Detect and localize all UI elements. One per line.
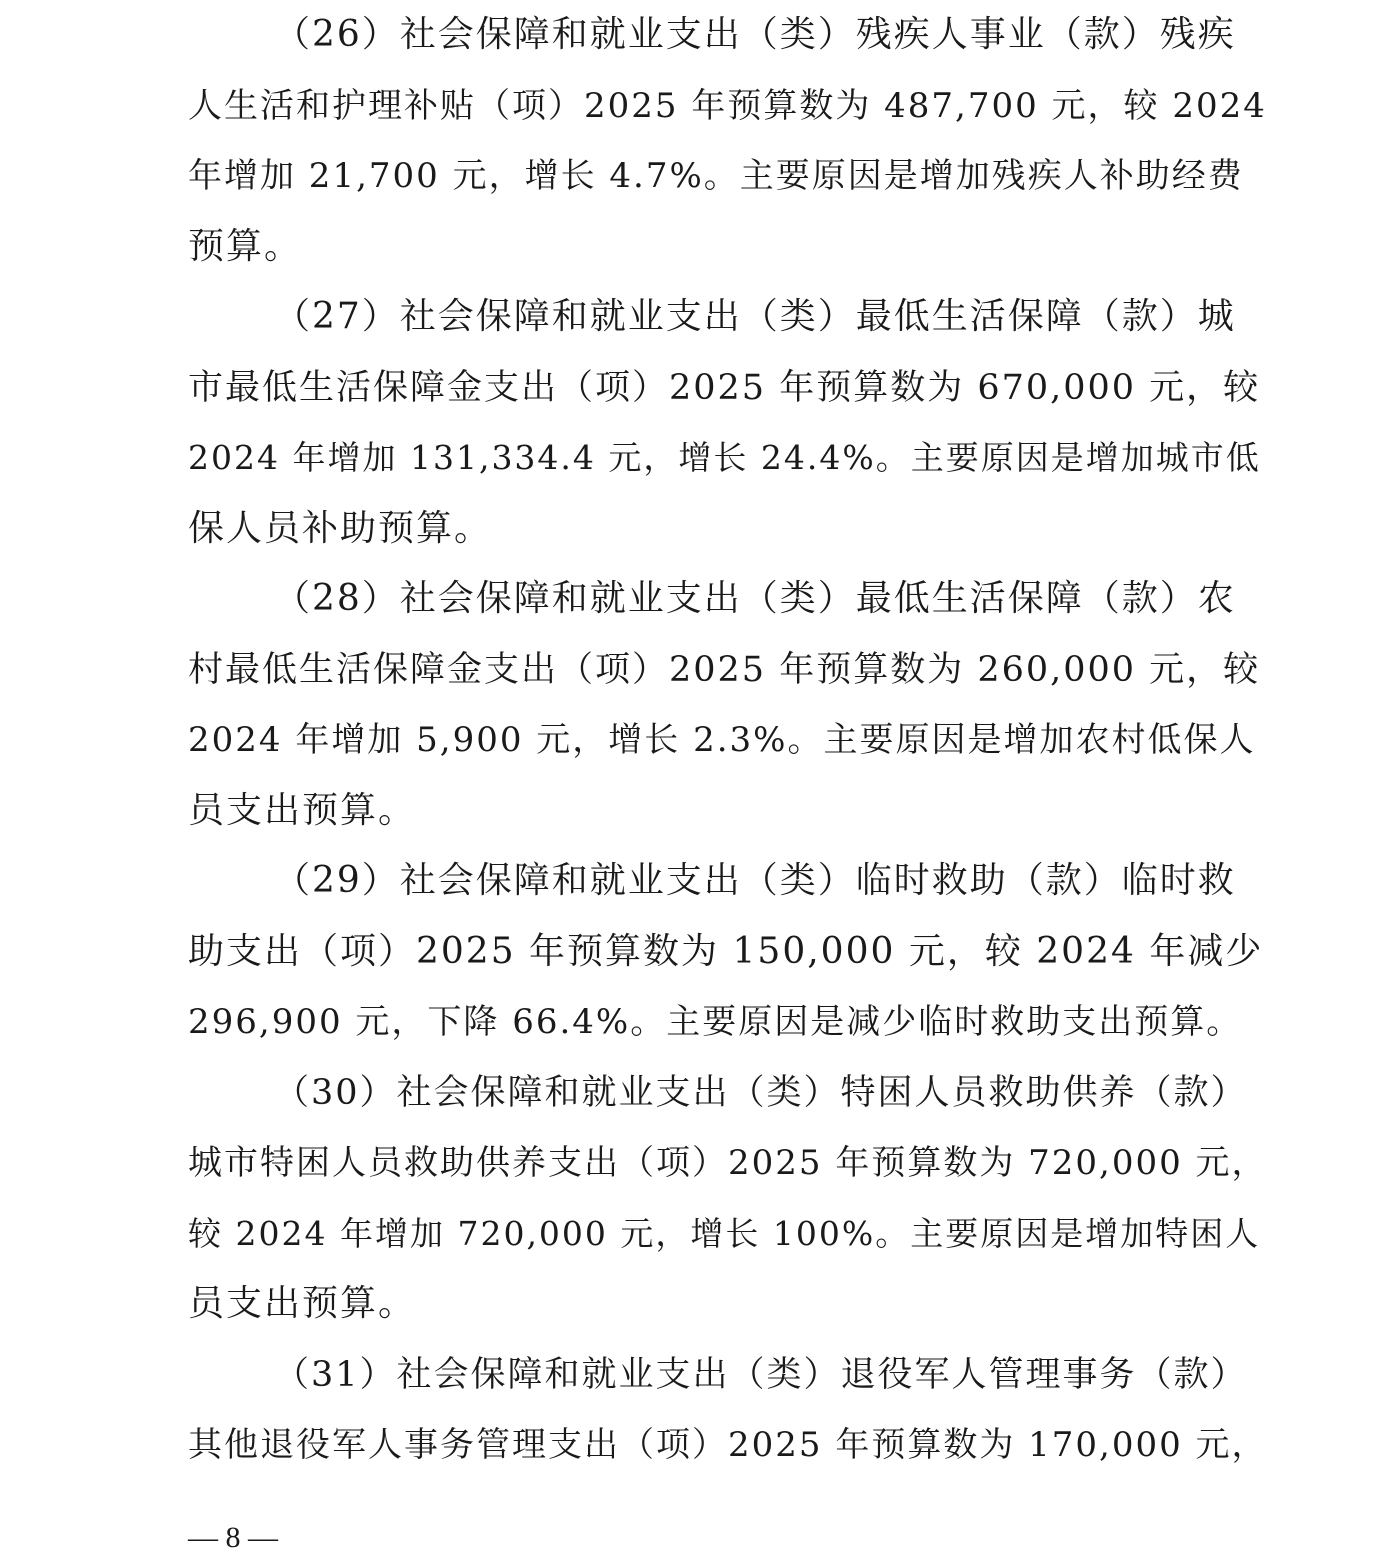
- text-line: 较 2024 年增加 720,000 元，增长 100%。主要原因是增加特困人: [188, 1213, 1261, 1253]
- text-line: 助支出（项）2025 年预算数为 150,000 元，较 2024 年减少: [188, 930, 1264, 972]
- text-line: 保人员补助预算。: [188, 507, 493, 549]
- paragraph-31: [188, 1340, 1268, 1481]
- text-line: 预算。: [188, 225, 303, 267]
- text-line: 年增加 21,700 元，增长 4.7%。主要原因是增加残疾人补助经费: [188, 156, 1244, 196]
- text-line: 员支出预算。: [188, 789, 417, 831]
- paragraph-28: [188, 564, 1261, 846]
- text-line: 其他退役军人事务管理支出（项）2025 年预算数为 170,000 元，: [188, 1425, 1268, 1465]
- text-line: （31）社会保障和就业支出（类）退役军人管理事务（款）: [274, 1354, 1248, 1395]
- paragraph-30: [188, 1058, 1268, 1340]
- text-line: 人生活和护理补贴（项）2025 年预算数为 487,700 元，较 2024: [188, 85, 1267, 126]
- text-line: 2024 年增加 5,900 元，增长 2.3%。主要原因是增加农村低保人: [188, 720, 1256, 760]
- text-line: （26）社会保障和就业支出（类）残疾人事业（款）残疾: [274, 14, 1236, 55]
- text-line: 2024 年增加 131,334.4 元，增长 24.4%。主要原因是增加城市低: [188, 438, 1261, 477]
- text-line: （27）社会保障和就业支出（类）最低生活保障（款）城: [274, 296, 1236, 337]
- text-line: 员支出预算。: [188, 1283, 417, 1324]
- text-line: （30）社会保障和就业支出（类）特困人员救助供养（款）: [274, 1072, 1248, 1113]
- text-line: 村最低生活保障金支出（项）2025 年预算数为 260,000 元，较: [188, 649, 1261, 690]
- paragraph-27: [188, 282, 1261, 564]
- paragraph-26: [188, 0, 1267, 282]
- page-number: — 8 —: [188, 1521, 278, 1554]
- document-body: [188, 0, 1268, 1481]
- text-line: 市最低生活保障金支出（项）2025 年预算数为 670,000 元，较: [188, 367, 1261, 408]
- text-line: （29）社会保障和就业支出（类）临时救助（款）临时救: [274, 860, 1236, 901]
- paragraph-29: [188, 846, 1264, 1058]
- text-line: （28）社会保障和就业支出（类）最低生活保障（款）农: [274, 578, 1236, 619]
- text-line: 城市特困人员救助供养支出（项）2025 年预算数为 720,000 元，: [188, 1143, 1268, 1183]
- text-line: 296,900 元，下降 66.4%。主要原因是减少临时救助支出预算。: [188, 1002, 1243, 1042]
